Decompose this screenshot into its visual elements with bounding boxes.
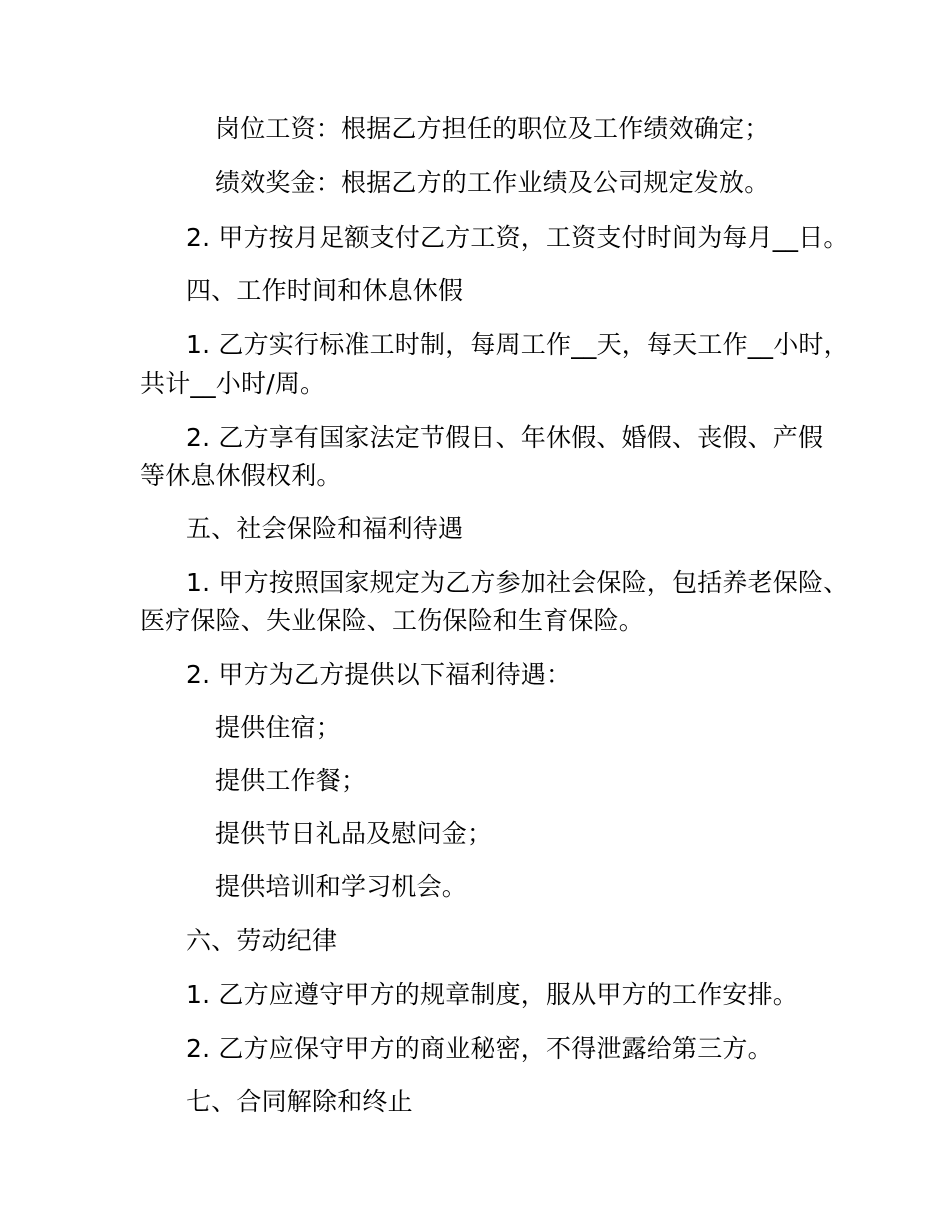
welfare-clause: 2. 甲方为乙方提供以下福利待遇： [186,660,572,689]
discipline-clause-2: 2. 乙方应保守甲方的商业秘密，不得泄露给第三方。 [186,1034,773,1063]
discipline-clause-1: 1. 乙方应遵守甲方的规章制度，服从甲方的工作安排。 [186,980,799,1009]
section-heading-discipline: 六、劳动纪律 [186,926,338,955]
section-heading-termination: 七、合同解除和终止 [186,1087,413,1116]
salary-payment-clause: 2. 甲方按月足额支付乙方工资，工资支付时间为每月__日。 [186,223,849,252]
welfare-item-meals: 提供工作餐； [215,766,367,795]
working-hours-clause-line-2: 共计__小时/周。 [140,369,326,398]
social-insurance-clause-line-2: 医疗保险、失业保险、工伤保险和生育保险。 [140,606,645,635]
social-insurance-clause-line-1: 1. 甲方按照国家规定为乙方参加社会保险，包括养老保险、 [186,568,849,597]
working-hours-clause-line-1: 1. 乙方实行标准工时制，每周工作__天，每天工作__小时， [186,330,849,359]
section-heading-social-insurance: 五、社会保险和福利待遇 [186,514,464,543]
welfare-item-gifts: 提供节日礼品及慰问金； [215,819,493,848]
holiday-clause-line-2: 等休息休假权利。 [140,461,342,490]
performance-bonus-line: 绩效奖金：根据乙方的工作业绩及公司规定发放。 [215,168,770,197]
welfare-item-training: 提供培训和学习机会。 [215,872,468,901]
welfare-item-housing: 提供住宿； [215,713,342,742]
section-heading-working-hours: 四、工作时间和休息休假 [186,276,464,305]
position-salary-line: 岗位工资：根据乙方担任的职位及工作绩效确定； [215,114,770,143]
holiday-clause-line-1: 2. 乙方享有国家法定节假日、年休假、婚假、丧假、产假 [186,423,824,452]
